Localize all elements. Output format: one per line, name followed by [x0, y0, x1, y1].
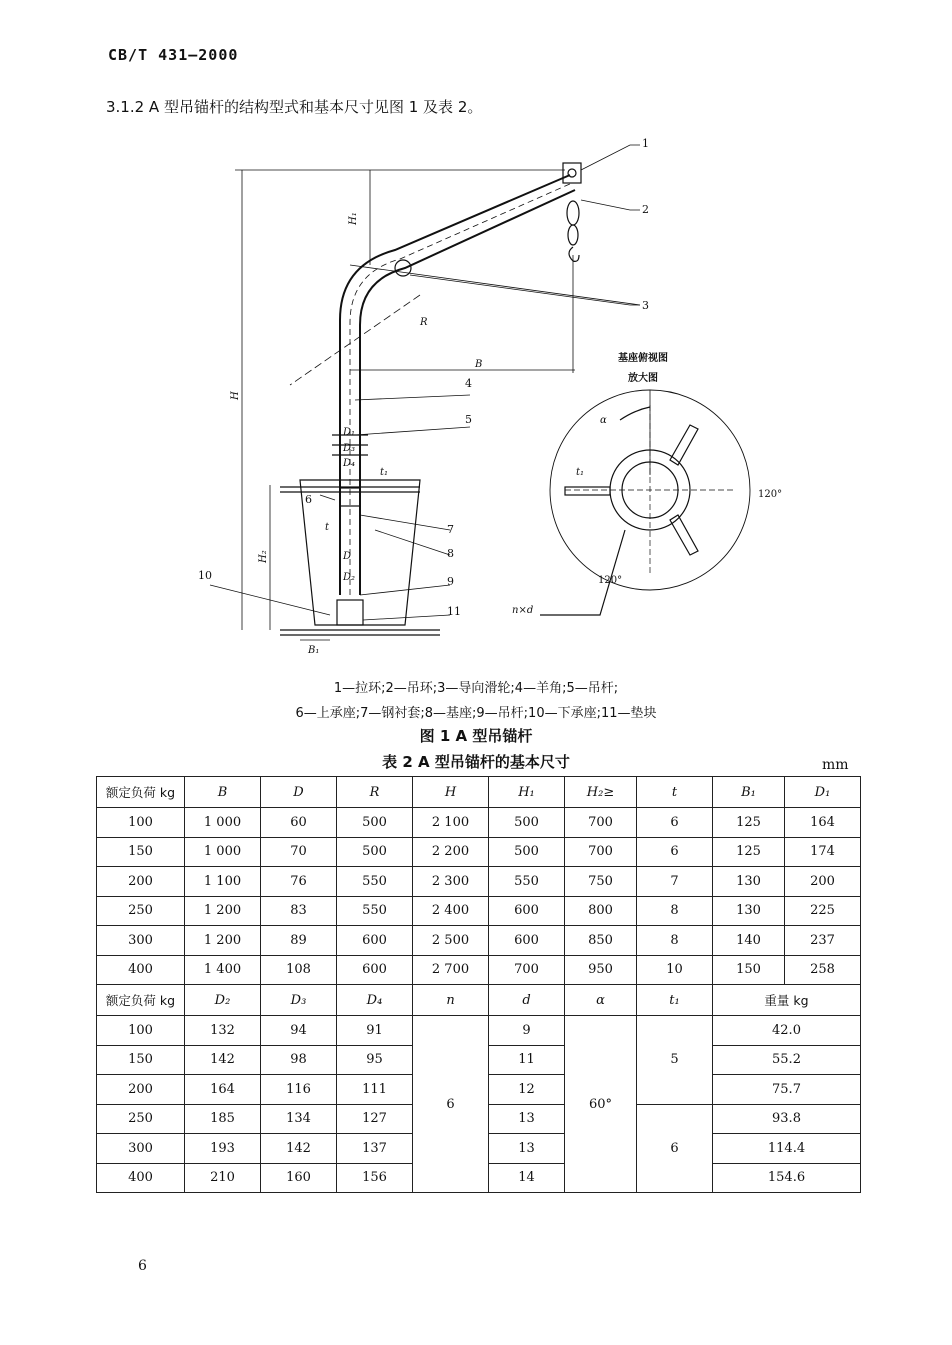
- table-cell: 2 200: [413, 837, 489, 867]
- header-cell: H₁: [489, 777, 565, 808]
- clause-text: 3.1.2 A 型吊锚杆的结构型式和基本尺寸见图 1 及表 2。: [106, 98, 483, 116]
- callout-11: 11: [447, 605, 461, 618]
- table-cell: 134: [261, 1104, 337, 1134]
- table-cell: 130: [713, 896, 785, 926]
- figure-legend-line-1: 1—拉环;2—吊环;3—导向滑轮;4—羊角;5—吊杆;: [333, 681, 619, 696]
- table-cell: 850: [565, 926, 637, 956]
- table-cell-weight: 42.0: [713, 1016, 861, 1046]
- table-cell: 12: [489, 1075, 565, 1105]
- table-cell: 300: [97, 926, 185, 956]
- table-cell: 89: [261, 926, 337, 956]
- table-header-row-1: [97, 777, 861, 808]
- callout-3: 3: [642, 299, 649, 312]
- dim-b: B: [475, 359, 483, 370]
- table-row: [97, 867, 861, 897]
- table-cell: 125: [713, 837, 785, 867]
- table-cell: 2 300: [413, 867, 489, 897]
- table-cell-weight: 75.7: [713, 1075, 861, 1105]
- table-cell: 550: [337, 896, 413, 926]
- table-cell: 800: [565, 896, 637, 926]
- figure-1-drawing: [180, 135, 800, 655]
- dim-t1: t₁: [380, 467, 389, 478]
- table-cell: 1 100: [185, 867, 261, 897]
- table-cell: 700: [565, 808, 637, 838]
- table-cell: 98: [261, 1045, 337, 1075]
- table-cell: 500: [489, 808, 565, 838]
- table-cell-n: 6: [413, 1016, 489, 1193]
- table-row: [97, 1016, 861, 1046]
- table-cell: 137: [337, 1134, 413, 1164]
- header-cell: D₃: [261, 985, 337, 1016]
- anchor-davit-side-view: [280, 163, 581, 635]
- header-cell: H: [413, 777, 489, 808]
- header-cell: 额定负荷 kg: [97, 985, 185, 1016]
- table-cell: 125: [713, 808, 785, 838]
- table-cell: 8: [637, 926, 713, 956]
- table-cell: 142: [185, 1045, 261, 1075]
- table-cell: 258: [785, 955, 861, 985]
- table-cell-weight: 114.4: [713, 1134, 861, 1164]
- table-cell: 250: [97, 1104, 185, 1134]
- callout-4: 4: [465, 377, 472, 390]
- table-row: [97, 837, 861, 867]
- table-cell: 550: [489, 867, 565, 897]
- table-row: [97, 896, 861, 926]
- table-cell: 300: [97, 1134, 185, 1164]
- table-cell: 127: [337, 1104, 413, 1134]
- table-cell: 164: [785, 808, 861, 838]
- table-cell: 700: [489, 955, 565, 985]
- standard-code: CB/T 431—2000: [108, 46, 239, 64]
- table-cell: 6: [637, 837, 713, 867]
- table-cell: 700: [565, 837, 637, 867]
- table-cell: 13: [489, 1104, 565, 1134]
- table-cell: 10: [637, 955, 713, 985]
- table-cell: 130: [713, 867, 785, 897]
- table-unit: mm: [822, 757, 849, 773]
- dim-d: D: [343, 551, 352, 562]
- table-cell: 225: [785, 896, 861, 926]
- table-cell: 140: [713, 926, 785, 956]
- table-cell: 1 000: [185, 837, 261, 867]
- header-cell: H₂≥: [565, 777, 637, 808]
- table-cell: 111: [337, 1075, 413, 1105]
- dim-r: R: [420, 317, 428, 328]
- table-cell: 500: [489, 837, 565, 867]
- table-cell: 108: [261, 955, 337, 985]
- plan-nxd: n×d: [512, 605, 534, 616]
- table-cell: 200: [785, 867, 861, 897]
- table-cell: 150: [97, 1045, 185, 1075]
- table-cell: 185: [185, 1104, 261, 1134]
- table-cell: 13: [489, 1134, 565, 1164]
- table-cell: 600: [337, 926, 413, 956]
- table-cell: 210: [185, 1163, 261, 1193]
- table-cell: 7: [637, 867, 713, 897]
- table-cell: 132: [185, 1016, 261, 1046]
- table-cell: 156: [337, 1163, 413, 1193]
- base-plan-view: [540, 390, 750, 615]
- table-cell-weight: 93.8: [713, 1104, 861, 1134]
- dim-d2: D₂: [343, 572, 356, 583]
- header-cell: D₂: [185, 985, 261, 1016]
- table-cell: 60: [261, 808, 337, 838]
- dim-b1: B₁: [308, 645, 320, 655]
- figure-legend-line-2: 6—上承座;7—钢衬套;8—基座;9—吊杆;10—下承座;11—垫块: [295, 706, 657, 721]
- table-cell: 100: [97, 808, 185, 838]
- callout-1: 1: [642, 137, 649, 150]
- table-cell: 14: [489, 1163, 565, 1193]
- table-row: [97, 808, 861, 838]
- callout-leaders: [210, 145, 640, 620]
- header-cell: D₁: [785, 777, 861, 808]
- table-caption: 表 2 A 型吊锚杆的基本尺寸: [382, 753, 570, 771]
- plan-alpha: α: [600, 415, 607, 426]
- table-cell: 6: [637, 808, 713, 838]
- figure-caption: 图 1 A 型吊锚杆: [419, 727, 533, 745]
- header-cell: D₄: [337, 985, 413, 1016]
- table-cell: 1 000: [185, 808, 261, 838]
- table-cell: 1 400: [185, 955, 261, 985]
- callout-5: 5: [465, 413, 472, 426]
- header-cell: R: [337, 777, 413, 808]
- table-cell: 8: [637, 896, 713, 926]
- header-cell: 额定负荷 kg: [97, 777, 185, 808]
- table-cell: 600: [489, 896, 565, 926]
- dim-h: H: [230, 391, 241, 400]
- dim-d3: D₃: [343, 443, 356, 454]
- table-cell: 600: [337, 955, 413, 985]
- dim-d1: D₁: [343, 427, 356, 438]
- table-row: [97, 955, 861, 985]
- header-cell: t: [637, 777, 713, 808]
- table-cell: 1 200: [185, 896, 261, 926]
- callout-2: 2: [642, 203, 649, 216]
- table-cell: 400: [97, 955, 185, 985]
- header-cell: D: [261, 777, 337, 808]
- table-cell: 91: [337, 1016, 413, 1046]
- table-cell: 400: [97, 1163, 185, 1193]
- table-cell: 193: [185, 1134, 261, 1164]
- table-cell: 2 100: [413, 808, 489, 838]
- table-cell: 100: [97, 1016, 185, 1046]
- table-cell: 95: [337, 1045, 413, 1075]
- page-number: 6: [138, 1258, 147, 1274]
- table-cell: 142: [261, 1134, 337, 1164]
- table-row: [97, 926, 861, 956]
- callout-7: 7: [447, 523, 454, 536]
- table-cell: 750: [565, 867, 637, 897]
- table-cell: 9: [489, 1016, 565, 1046]
- table-cell-t1: 5: [637, 1016, 713, 1105]
- table-cell: 200: [97, 867, 185, 897]
- table-cell: 76: [261, 867, 337, 897]
- callout-9: 9: [447, 575, 454, 588]
- header-cell: 重量 kg: [713, 985, 861, 1016]
- table-cell: 2 500: [413, 926, 489, 956]
- plan-angle-1: 120°: [758, 489, 783, 500]
- table-cell: 150: [97, 837, 185, 867]
- header-cell: B: [185, 777, 261, 808]
- table-cell: 11: [489, 1045, 565, 1075]
- table-cell: 2 700: [413, 955, 489, 985]
- callout-6: 6: [305, 493, 312, 506]
- table-cell-weight: 55.2: [713, 1045, 861, 1075]
- header-cell: B₁: [713, 777, 785, 808]
- plan-t1: t₁: [576, 467, 585, 478]
- header-cell: α: [565, 985, 637, 1016]
- callout-10: 10: [198, 569, 212, 582]
- table-cell: 174: [785, 837, 861, 867]
- table-cell: 150: [713, 955, 785, 985]
- dim-t: t: [325, 522, 330, 533]
- table-cell: 116: [261, 1075, 337, 1105]
- table-header-row-2: [97, 985, 861, 1016]
- dimension-lines: [235, 170, 640, 640]
- dimensions-table: [96, 776, 861, 1193]
- dim-h2: H₂: [258, 550, 269, 563]
- table-cell: 94: [261, 1016, 337, 1046]
- table-cell: 237: [785, 926, 861, 956]
- header-cell: t₁: [637, 985, 713, 1016]
- callout-8: 8: [447, 547, 454, 560]
- table-cell: 2 400: [413, 896, 489, 926]
- table-cell: 500: [337, 837, 413, 867]
- table-cell: 250: [97, 896, 185, 926]
- table-cell: 500: [337, 808, 413, 838]
- table-cell: 83: [261, 896, 337, 926]
- table-cell-alpha: 60°: [565, 1016, 637, 1193]
- table-cell: 200: [97, 1075, 185, 1105]
- header-cell: d: [489, 985, 565, 1016]
- table-cell: 950: [565, 955, 637, 985]
- table-cell-t1: 6: [637, 1104, 713, 1193]
- plan-view-title: 基座俯视图: [618, 353, 668, 364]
- table-cell: 600: [489, 926, 565, 956]
- table-cell: 550: [337, 867, 413, 897]
- plan-angle-2: 120°: [598, 575, 623, 586]
- table-cell: 70: [261, 837, 337, 867]
- table-cell: 164: [185, 1075, 261, 1105]
- plan-view-subtitle: 放大图: [628, 373, 658, 384]
- header-cell: n: [413, 985, 489, 1016]
- table-cell: 160: [261, 1163, 337, 1193]
- dim-h1: H₁: [348, 212, 359, 225]
- table-cell: 1 200: [185, 926, 261, 956]
- dim-d4: D₄: [343, 458, 356, 469]
- table-cell-weight: 154.6: [713, 1163, 861, 1193]
